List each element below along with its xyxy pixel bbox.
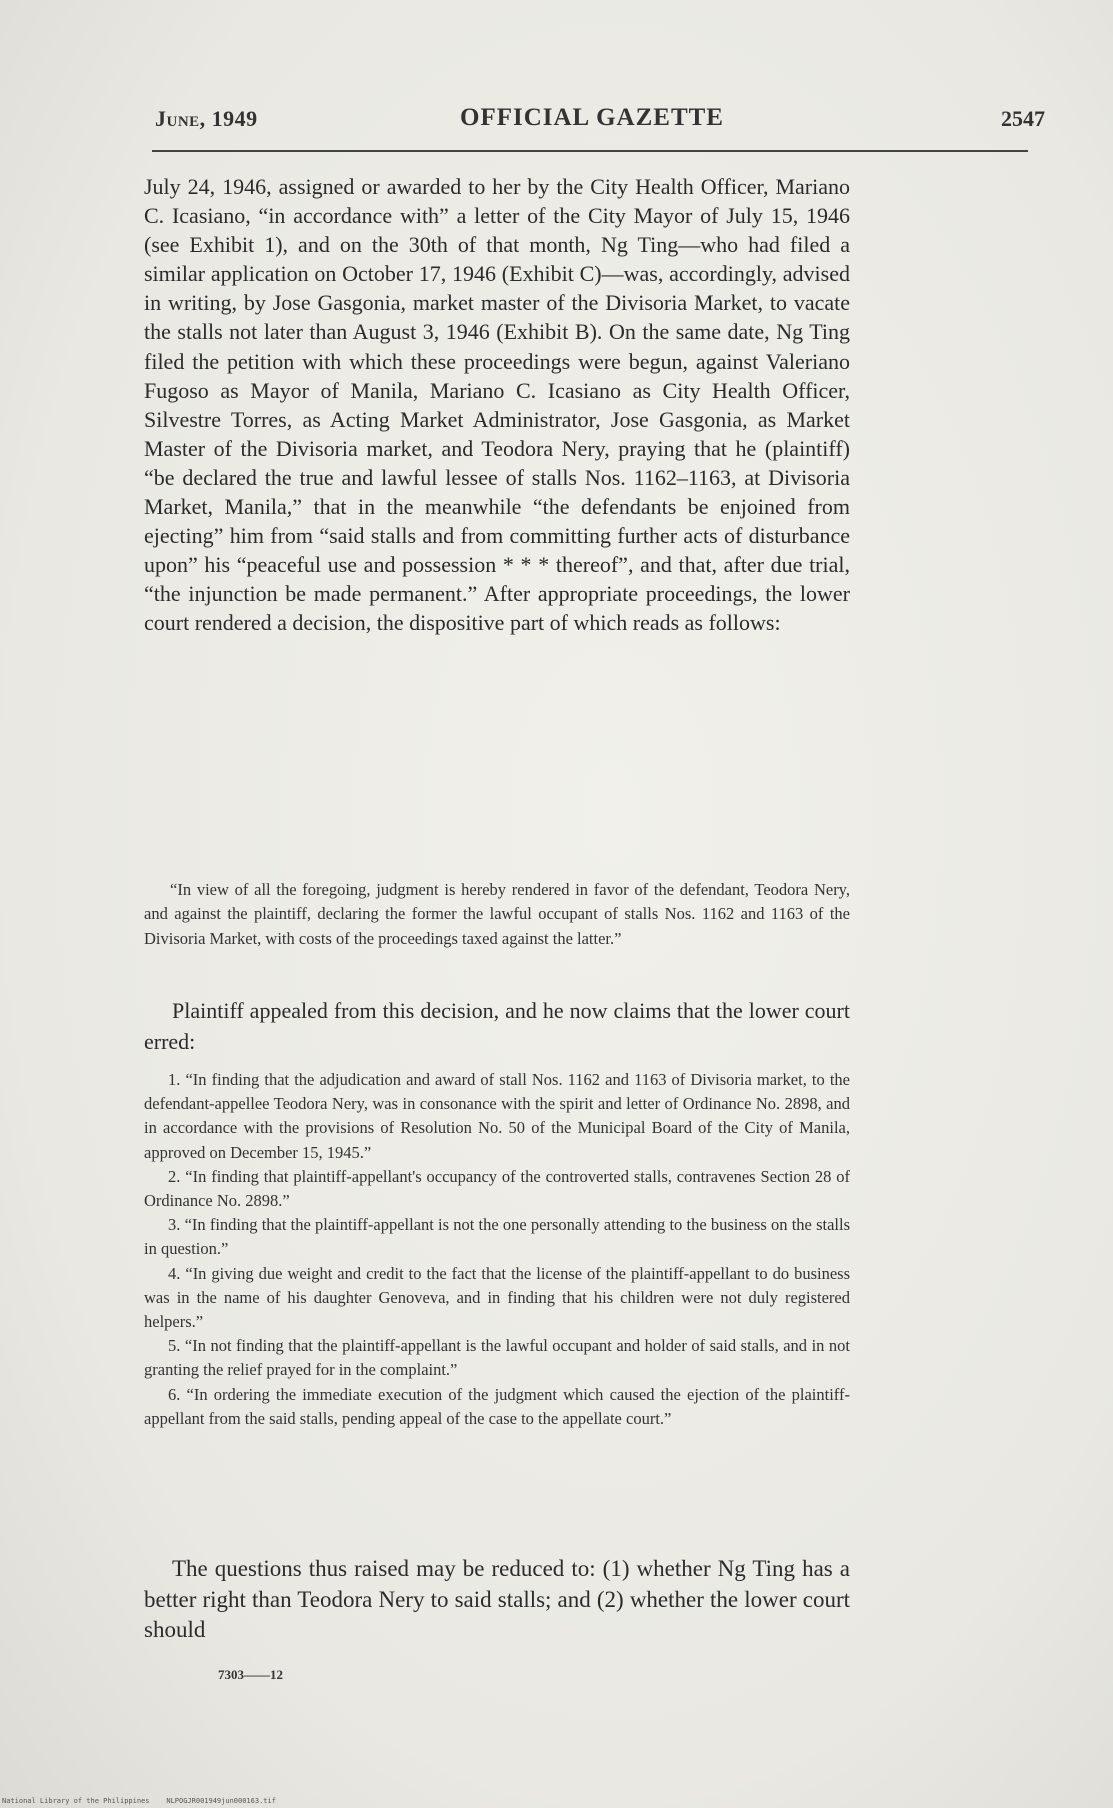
body-paragraph-3	[144, 1554, 850, 1646]
quote-text: “In view of all the foregoing, judgment is hereby rendered in favor of the defendant, Teodora Nery, and against the plaintiff, declaring the former the lawful occupant of stalls Nos. 1162 and 1163 of the Divisoria Market, with costs of the proceedings taxed against the latter.”	[144, 880, 850, 948]
body-paragraph-2	[144, 996, 850, 1057]
assignment-of-errors	[144, 1068, 850, 1431]
body-paragraph-1	[144, 172, 850, 638]
list-item: 3. “In finding that the plaintiff-appellant is not the one personally attending to the business on the stalls in question.”	[144, 1215, 850, 1259]
header-title: OFFICIAL GAZETTE	[460, 104, 724, 131]
paragraph-text: Plaintiff appealed from this decision, and he now claims that the lower court erred:	[144, 998, 850, 1054]
paragraph-text: July 24, 1946, assigned or awarded to her by the City Health Officer, Mariano C. Icasiano, “in accordance with” a letter of the City Mayor of July 15, 1946 (see Exhibit 1), and on the 30th of that month, Ng Ting—who had filed a similar application on October 17, 1946 (Exhibit C)—was, accordingly, advised in writing, by Jose Gasgonia, market master of the Divisoria Market, to vacate the stalls not later than August 3, 1946 (Exhibit B). On the same date, Ng Ting filed the petition with which these proceedings were begun, against Valeriano Fugoso as Mayor of Manila, Mariano C. Icasiano as City Health Officer, Silvestre Torres, as Acting Market Administrator, Jose Gasgonia, as Market Master of the Divisoria market, and Teodora Nery, praying that he (plaintiff) “be declared the true and lawful lessee of stalls Nos. 1162–1163, at Divisoria Market, Manila,” that in the meanwhile “the defendants be enjoined from ejecting” him from “said stalls and from committing further acts of disturbance upon” his “peaceful use and possession * * * thereof”, and that, after due trial, “the injunction be made permanent.” After appropriate proceedings, the lower court rendered a decision, the dispositive part of which reads as follows:	[144, 174, 850, 636]
header-rule	[152, 150, 1028, 152]
list-item: 4. “In giving due weight and credit to the fact that the license of the plaintiff-appellant to do business was in the name of his daughter Genoveva, and in finding that his children were not duly registered helpers.”	[144, 1263, 850, 1332]
page-header	[155, 102, 1045, 142]
paragraph-text: The questions thus raised may be reduced to: (1) whether Ng Ting has a better right than Teodora Nery to said stalls; and (2) whether the lower court should	[144, 1556, 850, 1642]
block-quote	[144, 878, 850, 951]
list-item: 2. “In finding that plaintiff-appellant's occupancy of the controverted stalls, contravenes Section 28 of Ordinance No. 2898.”	[144, 1166, 850, 1211]
printer-signature-mark: 7303——12	[218, 1667, 283, 1682]
scan-footer: National Library of the Philippines NLPOGJR001949jun000163.tif	[2, 1797, 276, 1805]
page-number: 2547	[1001, 106, 1045, 131]
list-item: 5. “In not finding that the plaintiff-appellant is the lawful occupant and holder of said stalls, and in not granting the relief prayed for in the complaint.”	[144, 1336, 850, 1380]
header-date: June, 1949	[155, 106, 258, 131]
list-item: 1. “In finding that the adjudication and award of stall Nos. 1162 and 1163 of Divisoria market, to the defendant-appellee Teodora Nery, was in consonance with the spirit and letter of Ordinance No. 2898, and in accordance with the provisions of Resolution No. 50 of the Municipal Board of the City of Manila, approved on December 15, 1945.”	[144, 1070, 850, 1162]
list-item: 6. “In ordering the immediate execution of the judgment which caused the ejection of the plaintiff-appellant from the said stalls, pending appeal of the case to the appellate court.”	[144, 1384, 850, 1428]
